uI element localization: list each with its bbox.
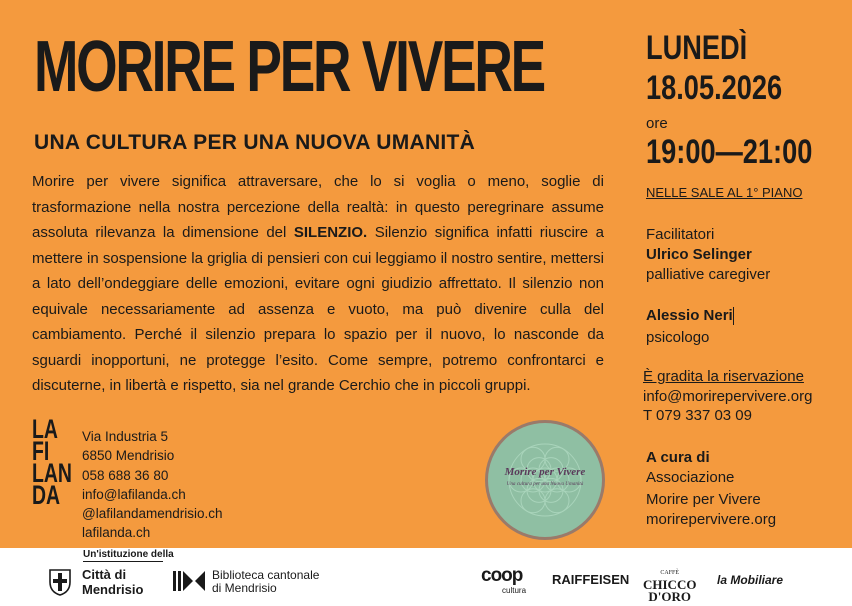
la-filanda-logo <box>32 414 72 510</box>
institution-label: Un'istituzione della <box>83 549 174 560</box>
biblioteca-name <box>212 569 319 595</box>
event-location: NELLE SALE AL 1° PIANO <box>646 185 803 200</box>
email-line[interactable]: info@lafilanda.ch <box>82 486 186 502</box>
organizer-line: Morire per Vivere <box>646 491 761 508</box>
seal-tagline: Una cultura per una Nuova Umanità <box>506 481 584 487</box>
mobiliare-logo: la Mobiliare <box>717 573 784 587</box>
facilitator-name: Ulrico Selinger <box>646 246 752 263</box>
chicco-doro-logo <box>643 567 696 603</box>
chicco-top: CAFFÈ <box>660 570 680 576</box>
logo-line: DA <box>32 480 61 510</box>
seal-title: Morire per Vivere <box>504 466 586 478</box>
chicco-line: D'ORO <box>648 589 692 604</box>
citta-line: Mendrisio <box>82 582 144 597</box>
facilitator-role: psicologo <box>646 329 710 346</box>
mendrisio-crest-icon <box>48 568 72 596</box>
event-subtitle: UNA CULTURA PER UNA NUOVA UMANITÀ <box>34 131 476 154</box>
facilitator-role: palliative caregiver <box>646 266 771 283</box>
biblio-line: Biblioteca cantonale <box>212 568 320 582</box>
facilitator-name: Alessio Neri <box>646 307 733 324</box>
event-date: 18.05.2026 <box>646 69 783 107</box>
divider <box>83 561 163 562</box>
time-label: ore <box>646 115 668 132</box>
citta-mendrisio <box>82 567 143 597</box>
logo-line: LAN <box>32 458 72 488</box>
phone-line: 058 688 36 80 <box>82 467 169 483</box>
social-line[interactable]: @lafilandamendrisio.ch <box>82 506 223 522</box>
description-part2: Silenzio significa infatti riuscire a mettere in sospensione la griglia di pensieri con cui leggiamo il nostro sentire, mettersi a lato dell’ondeggiare delle emozioni, evitare ogni giudizio affrettato. Il silenzio non equivale necessariamente ad assenza e vuoto, ma può divenire culla del cambiamento. Perché il silenzio prepara lo spazio per il nuovo, lo nasconde da sguardi inopportuni, ne protegge l’esito. Come sempre, potremo confrontarci e discuterne, in libertà e rispetto, sia nel grande Cerchio che in piccoli gruppi. <box>32 224 604 394</box>
venue-address <box>82 427 223 543</box>
biblio-line: di Mendrisio <box>212 581 277 595</box>
description-text <box>32 169 604 399</box>
website-line[interactable]: lafilanda.ch <box>82 525 151 541</box>
event-day: LUNEDÌ <box>646 29 748 67</box>
organizer-line: Associazione <box>646 469 735 486</box>
logo-line: LA <box>32 414 58 444</box>
biblioteca-logo-icon <box>172 569 206 593</box>
raiffeisen-logo: RAIFFEISEN <box>552 572 630 587</box>
reservation-phone: T 079 337 03 09 <box>643 407 752 424</box>
citta-line: Città di <box>82 567 127 582</box>
chicco-line: CHICCO <box>643 577 697 592</box>
description-highlight: SILENZIO. <box>293 224 368 241</box>
coop-cultura-label: cultura <box>502 586 527 595</box>
facilitators-label: Facilitatori <box>646 226 715 243</box>
event-title: MORIRE PER VIVERE <box>34 27 544 107</box>
description-part1: Morire per vivere significa attraversare, che lo si voglia o meno, soglie di trasformazione nella nostra percezione della realtà: in questo peregrinare assume assoluta rilevanza la dimensione del <box>32 173 604 241</box>
reservation-email[interactable]: info@morirepervivere.org <box>643 388 813 405</box>
address-line: Via Industria 5 <box>82 429 169 444</box>
text-cursor <box>733 307 734 325</box>
address-line: 6850 Mendrisio <box>82 448 175 464</box>
seal-logo <box>484 419 606 541</box>
organizer-label: A cura di <box>646 449 710 466</box>
logo-line: FI <box>32 436 50 466</box>
coop-logo: coop <box>481 565 523 586</box>
organizer-website[interactable]: morirepervivere.org <box>646 511 777 528</box>
reservation-label: È gradita la riservazione <box>643 368 804 385</box>
event-time: 19:00—21:00 <box>646 133 813 171</box>
